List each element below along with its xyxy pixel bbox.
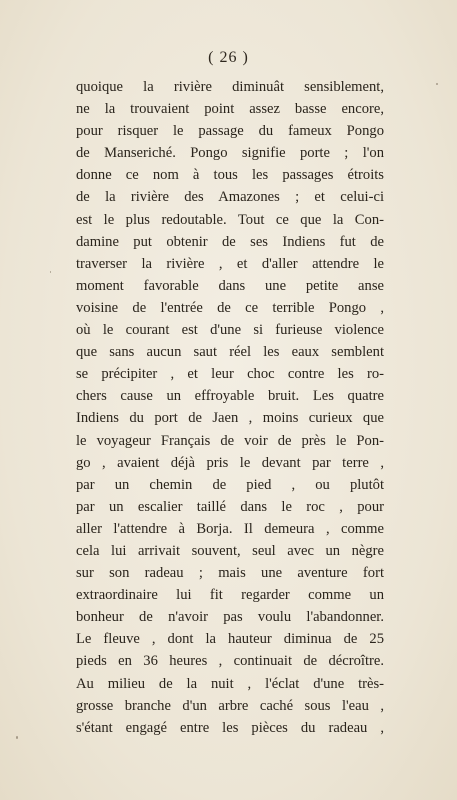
text-line: damine put obtenir de ses Indiens fut de bbox=[76, 233, 384, 250]
text-line: donne ce nom à tous les passages étroits bbox=[76, 167, 384, 184]
paper-speck bbox=[436, 83, 438, 85]
text-line: de la rivière des Amazones ; et celui-ci bbox=[76, 189, 384, 206]
body-text bbox=[76, 76, 384, 739]
text-line: voisine de l'entrée de ce terrible Pongo , bbox=[76, 299, 384, 316]
text-line: grosse branche d'un arbre caché sous l'eau , bbox=[76, 697, 384, 714]
text-line: est le plus redoutable. Tout ce que la Con- bbox=[76, 211, 384, 228]
text-line: quoique la rivière diminuât sensiblement, bbox=[76, 79, 384, 95]
text-line: pieds en 36 heures , continuait de décroître. bbox=[76, 653, 384, 670]
text-line: traverser la rivière , et d'aller attendre le bbox=[76, 255, 384, 272]
text-line: s'étant engagé entre les pièces du radeau , bbox=[76, 719, 384, 736]
text-line: par un chemin de pied , ou plutôt bbox=[76, 476, 384, 493]
text-line: Indiens du port de Jaen , moins curieux que bbox=[76, 410, 384, 427]
text-line: par un escalier taillé dans le roc , pour bbox=[76, 498, 384, 515]
text-line: se précipiter , et leur choc contre les ro- bbox=[76, 366, 384, 383]
text-line: moment favorable dans une petite anse bbox=[76, 277, 384, 294]
text-line: chers cause un effroyable bruit. Les quatre bbox=[76, 388, 384, 405]
text-line: go , avaient déjà pris le devant par terre , bbox=[76, 454, 384, 471]
text-line: ne la trouvaient point assez basse encore, bbox=[76, 101, 384, 118]
text-line: de Manseriché. Pongo signifie porte ; l'on bbox=[76, 145, 384, 162]
paper-speck bbox=[16, 736, 18, 739]
text-line: aller l'attendre à Borja. Il demeura , comme bbox=[76, 520, 384, 537]
text-line: où le courant est d'une si furieuse violence bbox=[76, 322, 384, 339]
paper-speck bbox=[50, 271, 51, 273]
text-line: sur son radeau ; mais une aventure fort bbox=[76, 565, 384, 582]
text-line: que sans aucun saut réel les eaux semblent bbox=[76, 344, 384, 361]
text-line: Au milieu de la nuit , l'éclat d'une très- bbox=[76, 675, 384, 692]
text-line: extraordinaire lui fit regarder comme un bbox=[76, 587, 384, 604]
text-line: le voyageur Français de voir de près le Pon- bbox=[76, 432, 384, 449]
page-number: ( 26 ) bbox=[208, 49, 249, 66]
text-line: cela lui arrivait souvent, seul avec un nègre bbox=[76, 542, 384, 559]
text-line: bonheur de n'avoir pas voulu l'abandonner. bbox=[76, 609, 384, 626]
text-line: Le fleuve , dont la hauteur diminua de 25 bbox=[76, 631, 384, 648]
text-line: pour risquer le passage du fameux Pongo bbox=[76, 123, 384, 140]
